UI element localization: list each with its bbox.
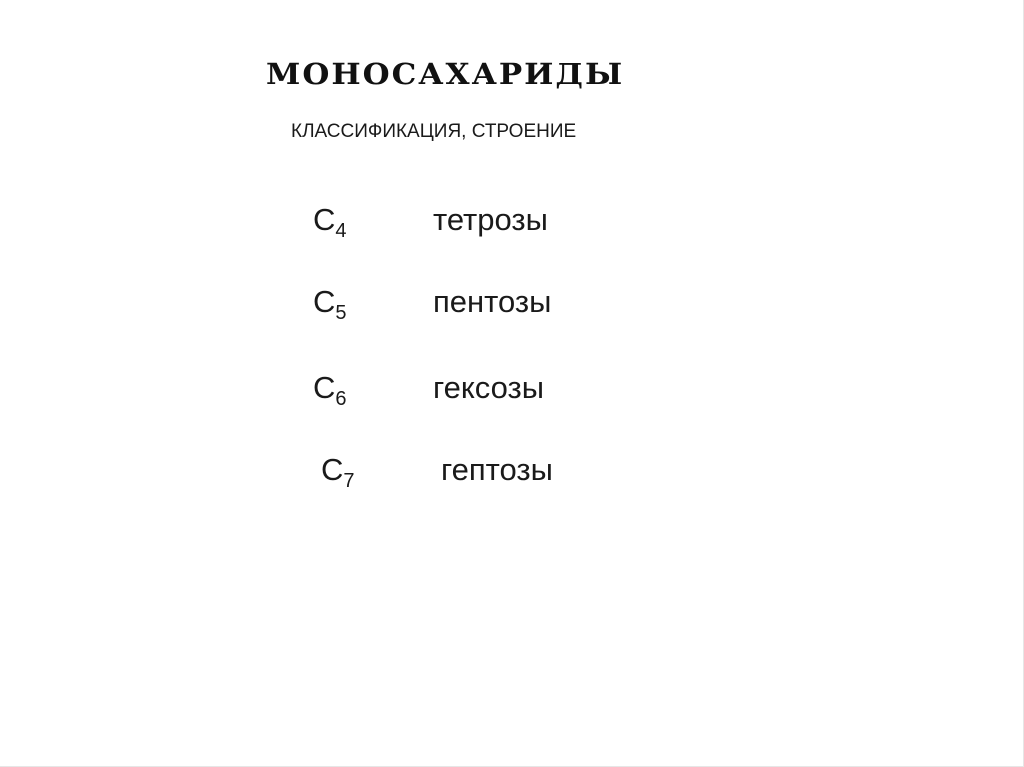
carbon-symbol: C: [321, 452, 344, 487]
sugar-class-name: гексозы: [433, 370, 545, 405]
carbon-count: 6: [335, 388, 347, 410]
carbon-formula: [313, 370, 347, 411]
carbon-count: 7: [343, 470, 355, 492]
sugar-class-name: тетрозы: [433, 202, 548, 237]
slide-subtitle: КЛАССИФИКАЦИЯ, СТРОЕНИЕ: [291, 121, 577, 142]
slide-title: МОНОСАХАРИДЫ: [266, 58, 625, 92]
carbon-symbol: C: [313, 370, 336, 405]
carbon-formula: [321, 452, 355, 493]
carbon-symbol: C: [313, 202, 336, 237]
sugar-class-name: гептозы: [441, 452, 553, 487]
carbon-count: 4: [335, 220, 347, 242]
sugar-class-name: пентозы: [433, 284, 552, 319]
carbon-count: 5: [335, 302, 347, 324]
carbon-formula: [313, 202, 347, 243]
carbon-symbol: C: [313, 284, 336, 319]
carbon-formula: [313, 284, 347, 325]
